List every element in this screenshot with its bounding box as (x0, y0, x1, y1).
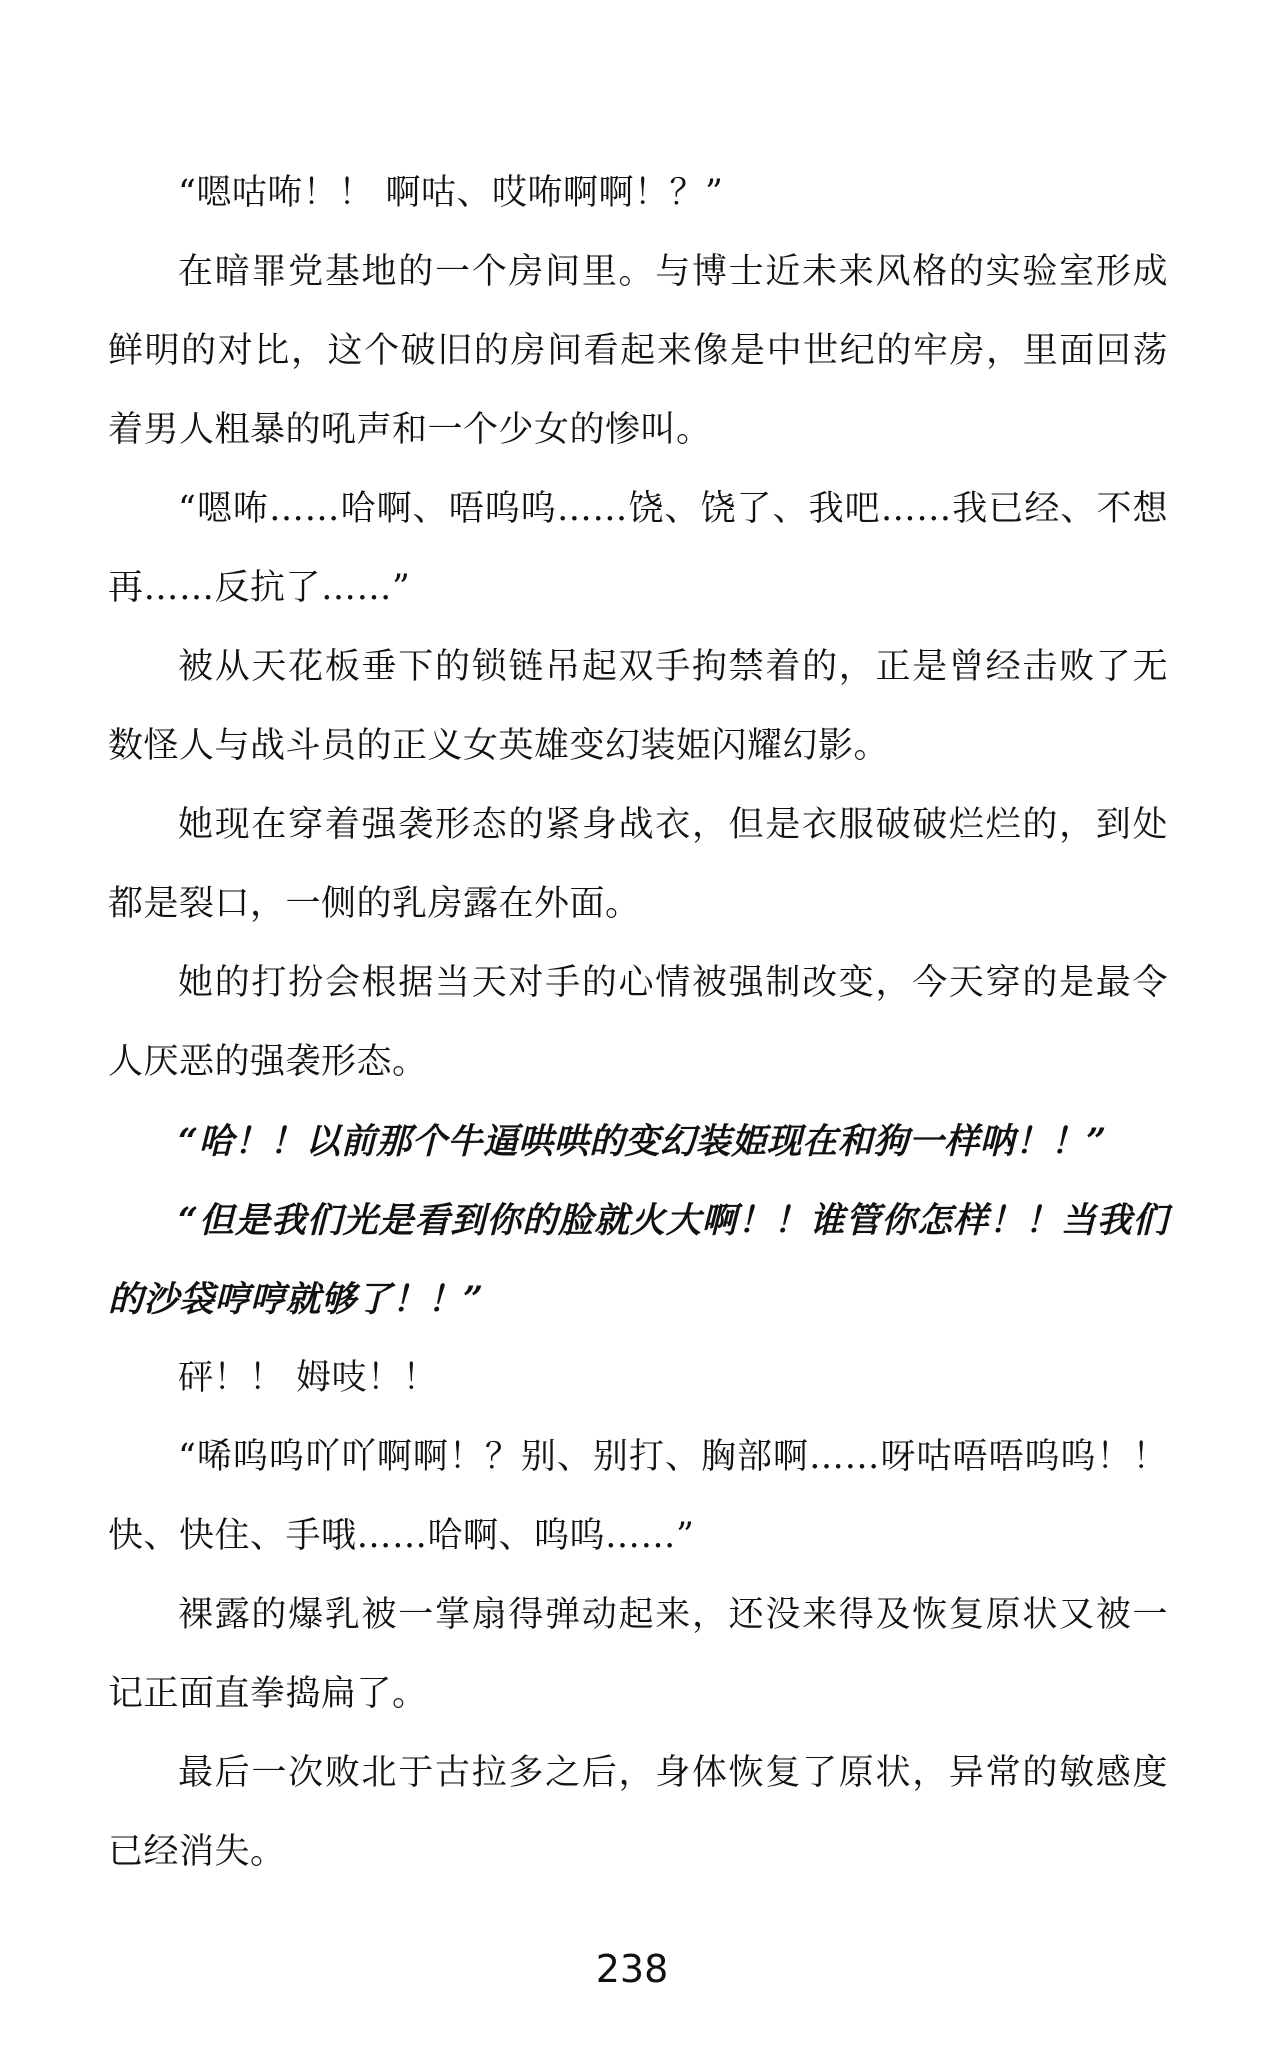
paragraph: 砰！！ 姆吱！！ (178, 1358, 439, 1398)
paragraph: “嗯咘……哈啊、唔呜呜……饶、饶了、我吧……我已经、不想再……反抗了……” (108, 489, 1168, 608)
paragraph: “嗯咕咘！！ 啊咕、哎咘啊啊！？” (178, 173, 724, 213)
paragraph: 最后一次败北于古拉多之后，身体恢复了原状，异常的敏感度已经消失。 (108, 1753, 1168, 1872)
paragraph: 裸露的爆乳被一掌扇得弹动起来，还没来得及恢复原状又被一记正面直拳捣扁了。 (108, 1595, 1168, 1714)
emphasized-dialogue: “哈！！以前那个牛逼哄哄的变幻装姫现在和狗一样呐！！” (178, 1121, 1107, 1162)
body-text (108, 154, 1168, 1892)
paragraph: 她的打扮会根据当天对手的心情被强制改变，今天穿的是最令人厌恶的强袭形态。 (108, 963, 1168, 1082)
paragraph: “唏呜呜吖吖啊啊！？别、别打、胸部啊……呀咕唔唔呜呜！！快、快住、手哦……哈啊、呜呜……” (108, 1437, 1168, 1556)
paragraph: 在暗罪党基地的一个房间里。与博士近未来风格的实验室形成鲜明的对比，这个破旧的房间看起来像是中世纪的牢房，里面回荡着男人粗暴的吼声和一个少女的惨叫。 (108, 252, 1168, 450)
page-number: 238 (595, 1947, 669, 1991)
paragraph: 被从天花板垂下的锁链吊起双手拘禁着的，正是曾经击败了无数怪人与战斗员的正义女英雄变幻装姫闪耀幻影。 (108, 647, 1168, 766)
emphasized-dialogue: “但是我们光是看到你的脸就火大啊！！谁管你怎样！！当我们的沙袋哼哼就够了！！” (108, 1200, 1168, 1320)
paragraph: 她现在穿着强袭形态的紧身战衣，但是衣服破破烂烂的，到处都是裂口，一侧的乳房露在外面。 (108, 805, 1168, 924)
